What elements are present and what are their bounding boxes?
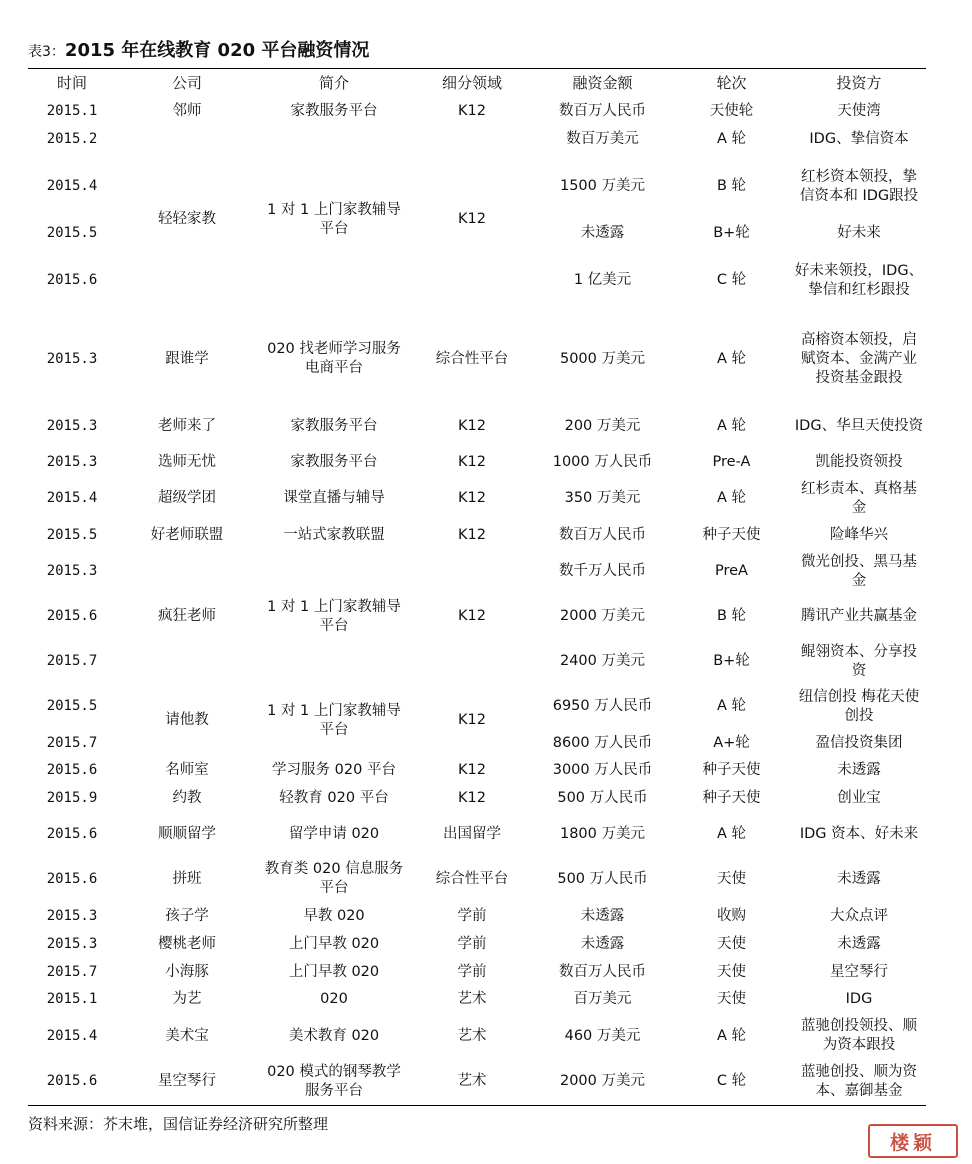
- header-round: 轮次: [716, 74, 747, 92]
- cell-field: 艺术: [457, 991, 487, 1007]
- cell-intro: 020 模式的钢琴教学服务平台: [267, 1063, 401, 1099]
- cell-company: 超级学团: [158, 490, 216, 506]
- cell-amount: 2400 万美元: [559, 653, 645, 669]
- cell-investor: 创业宝: [837, 789, 881, 806]
- cell-intro: 一站式家教联盟: [283, 526, 385, 543]
- cell-date: 2015.9: [46, 789, 98, 806]
- cell-field: K12: [458, 526, 486, 543]
- cell-date: 2015.6: [46, 825, 98, 842]
- cell-company: 小海豚: [165, 963, 209, 980]
- cell-company: 名师室: [165, 762, 209, 778]
- cell-date: 2015.5: [46, 698, 98, 714]
- cell-amount: 350 万美元: [564, 490, 641, 506]
- cell-company: 跟谁学: [165, 350, 209, 367]
- cell-company: 樱桃老师: [158, 935, 216, 952]
- table-row: [28, 856, 926, 902]
- table-row: [28, 314, 926, 404]
- table-row: [28, 812, 926, 856]
- header-company: 公司: [171, 74, 202, 92]
- cell-round: A 轮: [716, 698, 747, 714]
- cell-amount: 8600 万人民币: [552, 734, 653, 751]
- cell-amount: 百万美元: [573, 991, 632, 1007]
- cell-round: 收购: [717, 907, 746, 924]
- table-row: [28, 448, 926, 476]
- cell-amount: 6950 万人民币: [552, 698, 653, 714]
- cell-company: 星空琴行: [158, 1073, 216, 1089]
- cell-amount: 数千万人民币: [559, 563, 646, 579]
- cell-investor: 好未来领投，IDG、挚信和红杉跟投: [794, 262, 924, 298]
- cell-investor: 星空琴行: [830, 963, 888, 980]
- cell-date: 2015.4: [46, 490, 98, 506]
- header-field: 细分领域: [441, 74, 502, 92]
- header-investor: 投资方: [836, 74, 882, 92]
- cell-round: B 轮: [716, 178, 747, 194]
- cell-date: 2015.4: [46, 1027, 98, 1044]
- cell-field: K12: [458, 712, 486, 728]
- cell-round: A 轮: [716, 350, 747, 367]
- cell-investor: 好未来: [837, 225, 881, 241]
- table-row: [28, 958, 926, 986]
- table-bottom-rule: [28, 1105, 926, 1106]
- table-row: [28, 684, 926, 729]
- cell-field: 艺术: [457, 1073, 487, 1089]
- cell-date: 2015.6: [46, 272, 98, 288]
- cell-round: A 轮: [716, 490, 747, 506]
- cell-field: 综合性平台: [435, 350, 509, 367]
- table-row: [28, 521, 926, 549]
- table-caption-title: 2015 年在线教育 020 平台融资情况: [64, 40, 370, 61]
- cell-amount: 数百万人民币: [559, 102, 646, 119]
- cell-round: A 轮: [716, 417, 747, 434]
- cell-field: K12: [458, 608, 486, 624]
- table-row: [28, 986, 926, 1013]
- table-caption: [28, 36, 369, 62]
- cell-round: 种子天使: [702, 762, 761, 778]
- table-row: [28, 125, 926, 153]
- cell-amount: 500 万人民币: [557, 789, 648, 806]
- cell-investor: 高榕资本领投，启赋资本、金满产业投资基金跟投: [801, 331, 917, 386]
- cell-date: 2015.5: [46, 526, 98, 543]
- source-note: 资料来源：芥末堆，国信证券经济研究所整理: [28, 1115, 329, 1133]
- cell-date: 2015.4: [46, 178, 98, 194]
- cell-date: 2015.6: [46, 762, 98, 778]
- cell-intro: 家教服务平台: [290, 417, 378, 434]
- cell-company: 老师来了: [158, 417, 216, 434]
- cell-date: 2015.3: [46, 453, 98, 470]
- cell-round: PreA: [715, 563, 748, 579]
- table-row: [28, 97, 926, 125]
- cell-company: 为艺: [172, 991, 202, 1007]
- cell-intro: 家教服务平台: [290, 102, 378, 119]
- cell-amount: 未透露: [580, 907, 625, 924]
- cell-intro: 留学申请 020: [288, 825, 380, 842]
- cell-amount: 460 万美元: [564, 1027, 641, 1044]
- cell-amount: 200 万美元: [564, 417, 641, 434]
- cell-amount: 数百万美元: [566, 130, 639, 147]
- cell-investor: 鲲翎资本、分享投资: [801, 643, 917, 679]
- cell-intro: 020 找老师学习服务电商平台: [267, 341, 401, 376]
- cell-field: 学前: [457, 907, 487, 924]
- cell-amount: 未透露: [580, 935, 625, 952]
- table-body: [28, 97, 926, 1104]
- header-intro: 简介: [318, 74, 349, 92]
- cell-amount: 1500 万美元: [559, 178, 645, 194]
- cell-round: 天使轮: [709, 102, 754, 119]
- cell-round: B+轮: [713, 653, 750, 669]
- cell-investor: 天使湾: [837, 102, 881, 119]
- cell-date: 2015.6: [46, 870, 98, 887]
- cell-investor: 未透露: [837, 870, 881, 887]
- cell-investor: IDG、华旦天使投资: [794, 417, 924, 434]
- cell-date: 2015.2: [46, 130, 98, 147]
- cell-field: 学前: [457, 935, 487, 952]
- cell-date: 2015.3: [46, 350, 98, 367]
- table-caption-prefix: 表3：: [28, 44, 65, 60]
- cell-date: 2015.7: [46, 963, 98, 980]
- cell-investor: 红杉资本领投，挚信资本和 IDG跟投: [799, 168, 919, 204]
- cell-investor: 盈信投资集团: [815, 734, 903, 751]
- cell-field: K12: [458, 102, 486, 119]
- cell-company: 轻轻家教: [158, 211, 216, 227]
- cell-company: 美术宝: [165, 1027, 209, 1044]
- cell-intro: 早教 020: [303, 907, 365, 924]
- cell-field: K12: [458, 211, 486, 227]
- cell-company: 选师无忧: [158, 453, 216, 470]
- table-row: [28, 784, 926, 812]
- cell-intro: 课堂直播与辅导: [283, 490, 385, 506]
- cell-amount: 数百万人民币: [559, 526, 646, 543]
- cell-investor: 险峰华兴: [830, 526, 888, 543]
- cell-date: 2015.7: [46, 734, 98, 751]
- cell-round: 天使: [717, 991, 746, 1007]
- cell-date: 2015.1: [46, 102, 98, 119]
- cell-field: K12: [458, 453, 486, 470]
- cell-date: 2015.6: [46, 1073, 98, 1089]
- cell-intro: 家教服务平台: [290, 453, 378, 470]
- table-row: [28, 549, 926, 594]
- cell-intro: 1 对 1 上门家教辅导平台: [267, 598, 401, 634]
- cell-field: 综合性平台: [435, 870, 509, 887]
- cell-amount: 500 万人民币: [557, 870, 648, 887]
- cell-date: 2015.1: [46, 991, 98, 1007]
- cell-intro: 上门早教 020: [288, 963, 380, 980]
- cell-round: A 轮: [716, 825, 747, 842]
- table-top-rule: [28, 68, 926, 69]
- header-amount: 融资金额: [572, 74, 633, 92]
- cell-round: A 轮: [716, 1027, 747, 1044]
- cell-date: 2015.3: [46, 563, 98, 579]
- cell-investor: 红杉责本、真格基金: [801, 480, 917, 516]
- cell-investor: IDG: [845, 991, 873, 1007]
- cell-round: B 轮: [716, 608, 747, 624]
- cell-investor: 蓝驰创投、顺为资本、嘉御基金: [801, 1063, 917, 1099]
- cell-investor: 蓝驰创投领投、顺为资本跟投: [801, 1018, 917, 1053]
- cell-investor: 凯能投资领投: [815, 453, 903, 470]
- cell-intro: 轻教育 020 平台: [279, 789, 389, 806]
- header-date: 时间: [56, 74, 87, 92]
- cell-intro: 教育类 020 信息服务平台: [264, 861, 404, 896]
- cell-company: 请他教: [165, 712, 209, 728]
- financing-table: [28, 70, 926, 1104]
- table-row: [28, 1013, 926, 1059]
- cell-investor: IDG、挚信资本: [809, 130, 909, 147]
- cell-amount: 1 亿美元: [573, 272, 632, 288]
- cell-round: 天使: [717, 963, 746, 980]
- cell-investor: 大众点评: [830, 907, 888, 924]
- cell-date: 2015.3: [46, 907, 98, 924]
- cell-amount: 3000 万人民币: [552, 762, 653, 778]
- table-row: [28, 404, 926, 448]
- cell-company: 约教: [172, 789, 202, 806]
- cell-round: A 轮: [716, 130, 747, 147]
- cell-round: C 轮: [716, 1073, 747, 1089]
- cell-round: A+轮: [713, 734, 750, 751]
- cell-intro: 1 对 1 上门家教辅导平台: [267, 702, 401, 738]
- table-row: [28, 902, 926, 930]
- cell-company: 好老师联盟: [150, 526, 224, 543]
- cell-amount: 5000 万美元: [559, 350, 645, 367]
- cell-amount: 2000 万美元: [559, 608, 645, 624]
- cell-company: 拼班: [172, 870, 202, 887]
- cell-field: K12: [458, 417, 486, 434]
- cell-investor: 纽信创投 梅花天使创投: [798, 688, 920, 724]
- cell-round: 天使: [717, 935, 746, 952]
- cell-date: 2015.7: [46, 653, 98, 669]
- cell-investor: IDG 资本、好未来: [799, 825, 919, 842]
- table-row: [28, 757, 926, 784]
- cell-round: 天使: [717, 870, 746, 887]
- cell-field: K12: [458, 490, 486, 506]
- cell-amount: 数百万人民币: [559, 963, 646, 980]
- cell-investor: 未透露: [837, 935, 881, 952]
- cell-intro: 美术教育 020: [288, 1027, 380, 1044]
- watermark-seal: 楼颖: [868, 1124, 958, 1158]
- cell-round: Pre-A: [712, 453, 751, 470]
- cell-field: 艺术: [457, 1027, 487, 1044]
- cell-investor: 未透露: [837, 762, 881, 778]
- cell-date: 2015.3: [46, 935, 98, 952]
- table-row: [28, 930, 926, 958]
- cell-investor: 微光创投、黑马基金: [801, 553, 917, 589]
- cell-field: 出国留学: [443, 825, 501, 842]
- table-row: [28, 476, 926, 521]
- cell-intro: 020: [320, 991, 348, 1007]
- cell-amount: 未透露: [580, 225, 625, 241]
- cell-intro: 1 对 1 上门家教辅导平台: [267, 201, 401, 237]
- table-header-row: [28, 70, 926, 97]
- cell-company: 邻师: [172, 102, 202, 119]
- cell-date: 2015.5: [46, 225, 98, 241]
- cell-date: 2015.3: [46, 417, 98, 434]
- cell-intro: 上门早教 020: [288, 935, 380, 952]
- cell-amount: 2000 万美元: [559, 1073, 645, 1089]
- cell-field: 学前: [457, 963, 487, 980]
- cell-company: 孩子学: [165, 907, 209, 924]
- cell-date: 2015.6: [46, 608, 98, 624]
- cell-investor: 腾讯产业共赢基金: [801, 608, 917, 624]
- cell-intro: 学习服务 020 平台: [272, 762, 396, 778]
- cell-round: 种子天使: [702, 789, 761, 806]
- cell-round: 种子天使: [702, 526, 761, 543]
- cell-amount: 1800 万美元: [559, 825, 645, 842]
- table-row: [28, 1059, 926, 1104]
- cell-field: K12: [458, 789, 486, 806]
- cell-amount: 1000 万人民币: [552, 453, 653, 470]
- cell-field: K12: [458, 762, 486, 778]
- cell-round: C 轮: [716, 272, 747, 288]
- cell-company: 顺顺留学: [158, 825, 216, 842]
- cell-round: B+轮: [713, 225, 750, 241]
- cell-company: 疯狂老师: [158, 608, 216, 624]
